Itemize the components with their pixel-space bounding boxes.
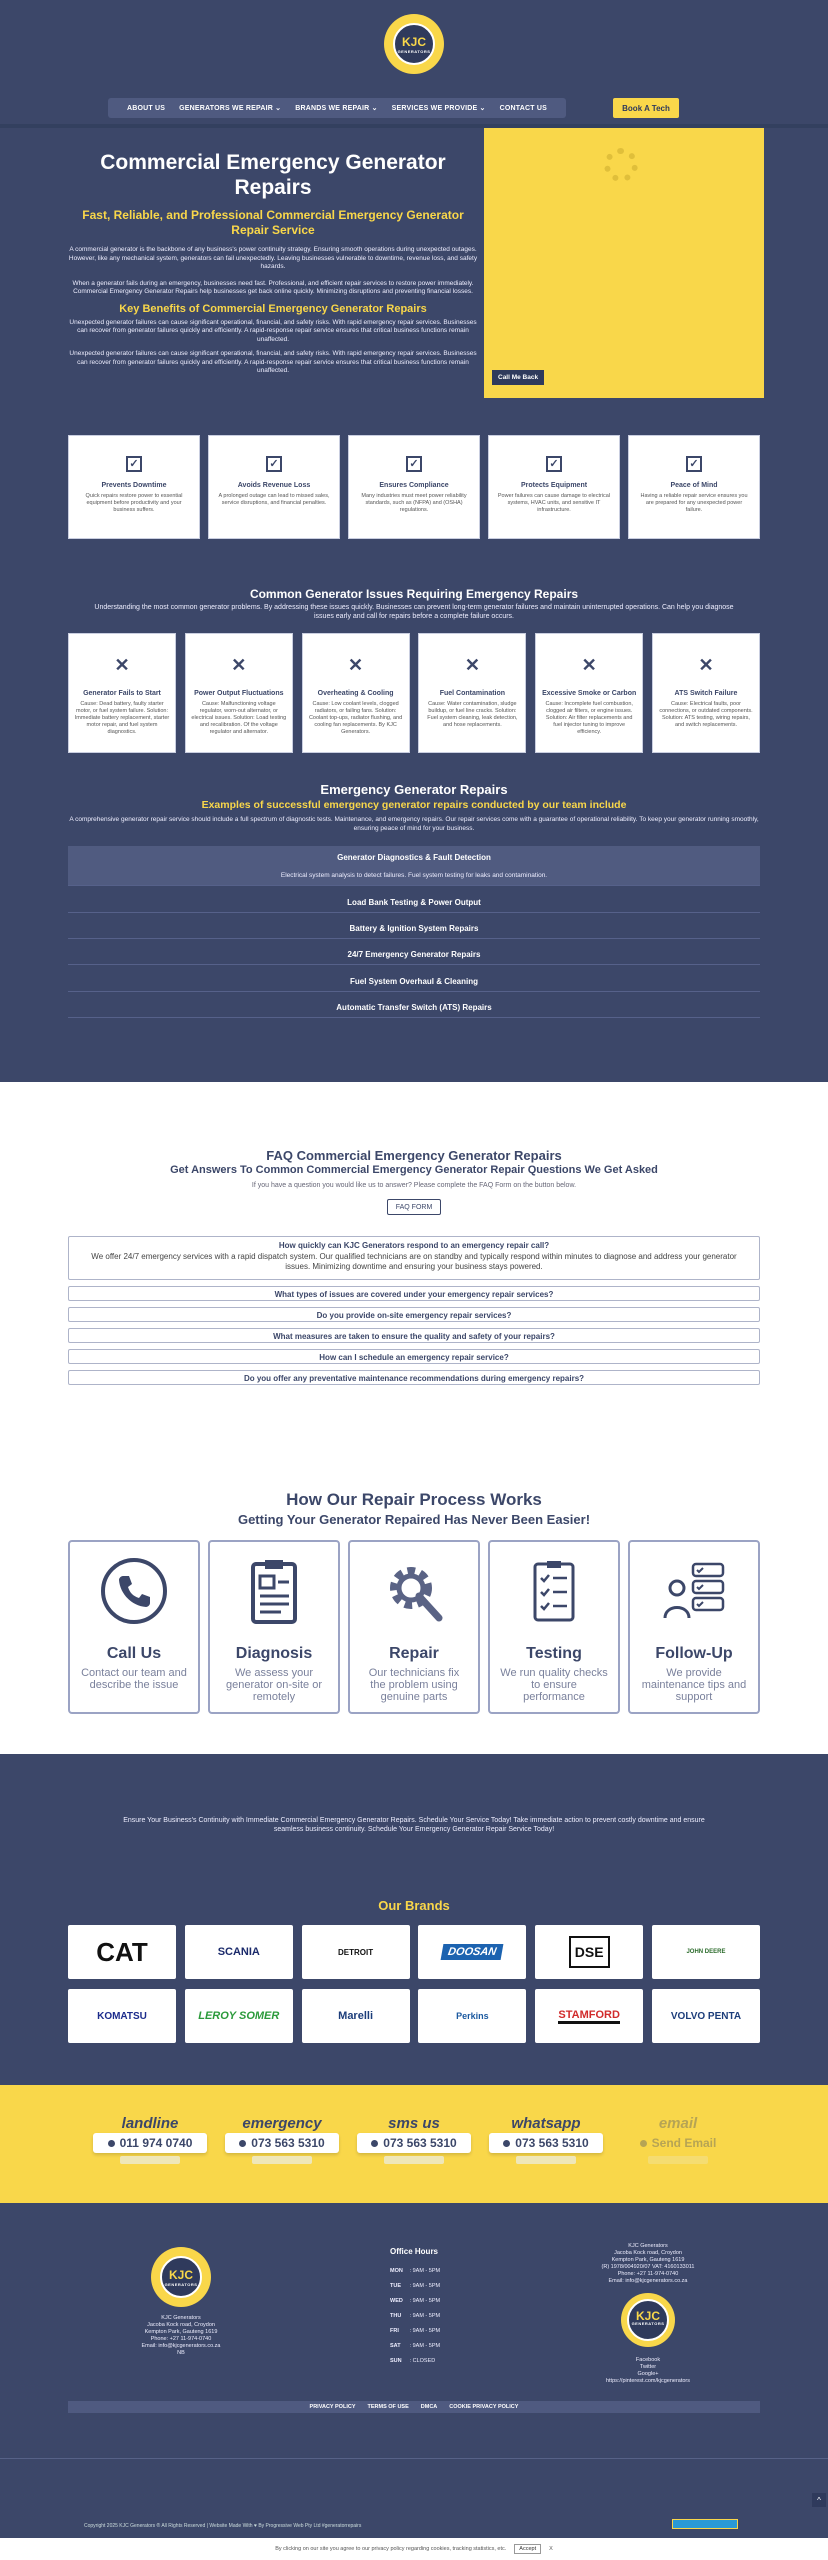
main-nav — [108, 98, 566, 118]
cross-icon: ✕ — [464, 655, 480, 675]
faq-form-button[interactable]: FAQ FORM — [387, 1199, 441, 1215]
faq-item[interactable]: What types of issues are covered under your emergency repair services? — [68, 1286, 760, 1301]
issue-card: ✕ Excessive Smoke or Carbon Cause: Incomplete fuel combustion, clogged air filters, or engine issues. Solution: Air filter replacements and fuel injector tuning to improve efficiency. — [535, 633, 643, 753]
cross-icon: ✕ — [581, 655, 597, 675]
hero-paragraph: Unexpected generator failures can cause significant operational, financial, and safety risks. With rapid emergency repair services. Businesses can recover from generator failures quickly and efficiently. A rapid-response repair service ensures that critical business functions remain unaffected. — [69, 318, 477, 343]
contact-whatsapp[interactable]: whatsapp 073 563 5310 — [487, 2117, 605, 2203]
site-logo[interactable]: KJC GENERATORS — [378, 14, 450, 74]
brand-logo-dse[interactable]: DSE — [535, 1925, 643, 1979]
checkbox-icon: ✓ — [406, 456, 422, 472]
brands-title: Our Brands — [378, 1898, 450, 1913]
process-step-card: Testing We run quality checks to ensure performance — [488, 1540, 620, 1714]
copyright: Copyright 2025 KJC Generators ® All Rights Reserved | Website Made With ♥ By Progressive Web Pty Ltd #generatorrepairs — [84, 2523, 362, 2529]
footer-address: KJC Generators Jacoba Kock road, Croydon Kempton Park, Gauteng 1619 Phone: +27 11-974-0740 Email: info@kjcgenerators.co.za NB — [141, 2315, 221, 2356]
office-hours: Office Hours MON : 9AM - 5PM TUE : 9AM - 5PM WED : 9AM - 5PM THU : 9AM - 5PM FRI : 9AM - 5PM SAT : 9AM - 5PM SUN : CLOSED — [390, 2247, 441, 2364]
process-steps — [68, 1540, 760, 1714]
checkbox-icon: ✓ — [546, 456, 562, 472]
brand-logo-perkins[interactable]: Perkins — [418, 1989, 526, 2043]
faq-subtitle: Get Answers To Common Commercial Emergency Generator Repair Questions We Get Asked — [170, 1164, 658, 1176]
footer-logo[interactable]: KJC GENERATORS — [148, 2247, 214, 2313]
brand-logo-detroit[interactable]: DETROIT — [302, 1925, 410, 1979]
footer-links — [68, 2401, 760, 2413]
privacy-policy-link[interactable]: PRIVACY POLICY — [309, 2404, 356, 2410]
process-step-card: Repair Our technicians fix the problem using genuine parts — [348, 1540, 480, 1714]
hero-section — [0, 128, 828, 418]
accordion-item[interactable]: Load Bank Testing & Power Output — [68, 893, 760, 913]
nav-generators[interactable]: GENERATORS WE REPAIR ⌄ — [179, 105, 282, 112]
process-step-card: Follow-Up We provide maintenance tips and support — [628, 1540, 760, 1714]
faq-item-open[interactable]: How quickly can KJC Generators respond to an emergency repair call? We offer 24/7 emergency services with a rapid dispatch system. Our qualified technicians are on standby and typically respond within minutes to diagnose and address your generator issues. Minimizing downtime and ensuring your business stays powered. — [68, 1236, 760, 1280]
nav-services[interactable]: SERVICES WE PROVIDE ⌄ — [391, 105, 486, 112]
issues-cards — [68, 633, 760, 753]
issue-card: ✕ ATS Switch Failure Cause: Electrical faults, poor connections, or outdated components. Solution: ATS testing, wiring repairs, and switch replacements. — [652, 633, 760, 753]
issues-subtitle: Understanding the most common generator problems. By addressing these issues quickly. Businesses can prevent long-term generator failures and maintain uninterrupted operations. Can help you diagnose issues early and call for repairs before a complete failure occurs. — [94, 604, 734, 620]
process-step-card: Diagnosis We assess your generator on-site or remotely — [208, 1540, 340, 1714]
contact-email[interactable]: email Send Email — [619, 2117, 737, 2203]
faq-text: If you have a question you would like us to answer? Please complete the FAQ Form on the button below. — [251, 1182, 577, 1189]
clipboard-diagnosis-icon — [239, 1556, 309, 1626]
brand-logo-cat[interactable]: CAT — [68, 1925, 176, 1979]
phone-icon — [99, 1556, 169, 1626]
faq-item[interactable]: How can I schedule an emergency repair service? — [68, 1349, 760, 1364]
phone-icon — [239, 2140, 246, 2147]
cookie-text: By clicking on our site you agree to our privacy policy regarding cookies, tracking statistics, etc. — [275, 2546, 507, 2552]
process-step-card: Call Us Contact our team and describe the issue — [68, 1540, 200, 1714]
checklist-icon — [519, 1556, 589, 1626]
book-tech-button[interactable]: Book A Tech — [613, 98, 679, 118]
faq-process-section — [0, 1082, 828, 1754]
issue-card: ✕ Overheating & Cooling Cause: Low coolant levels, clogged radiators, or failing fans. Solution: Coolant top-ups, radiator flushing, and cooling fan replacements. By KJC Generators. — [302, 633, 410, 753]
benefit-card: ✓ Protects Equipment Power failures can cause damage to electrical systems, HVAC units, and sensitive IT infrastructure. — [488, 435, 620, 539]
issue-card: ✕ Generator Fails to Start Cause: Dead battery, faulty starter motor, or fuel system failure. Solution: Immediate battery replacement, starter motor repair, and fuel system diagnostics. — [68, 633, 176, 753]
faq-title: FAQ Commercial Emergency Generator Repairs — [266, 1148, 562, 1163]
nav-about[interactable]: ABOUT US — [126, 104, 166, 112]
site-header — [0, 0, 828, 128]
nav-contact[interactable]: CONTACT US — [499, 104, 547, 112]
footer-contact: KJC Generators Jacoba Kock road, Croydon Kempton Park, Gauteng 1619 (R) 1978/004920/07 VAT: 4160133011 Phone: +27 11-974-0740 Email: info@kjcgenerators.co.za KJC GENERATORS Facebook Twitter Google+ https://pinterest.com/kjcgenerators — [578, 2243, 718, 2385]
benefit-card: ✓ Avoids Revenue Loss A prolonged outage can lead to missed sales, service disruptions, and financial penalties. — [208, 435, 340, 539]
brand-logos — [68, 1925, 760, 2043]
accordion-item[interactable]: Automatic Transfer Switch (ATS) Repairs — [68, 998, 760, 1018]
email-icon — [640, 2140, 647, 2147]
benefit-card: ✓ Prevents Downtime Quick repairs restore power to essential equipment before productivity and your business suffers. — [68, 435, 200, 539]
brand-logo-stamford[interactable]: STAMFORD — [535, 1989, 643, 2043]
callback-form-panel — [484, 128, 764, 398]
hero-text — [68, 150, 478, 376]
brand-logo-volvo-penta[interactable]: VOLVO PENTA — [652, 1989, 760, 2043]
repairs-text: A comprehensive generator repair service should include a full spectrum of diagnostic tests. Maintenance, and emergency repairs. Our repair services come with a guarantee of operational reliability. To keep your generator running smoothly, ensuring peace of mind for your business. — [69, 816, 759, 832]
contact-sms[interactable]: sms us 073 563 5310 — [355, 2117, 473, 2203]
cross-icon: ✕ — [114, 655, 130, 675]
repairs-title: Emergency Generator Repairs — [320, 782, 508, 797]
accordion-item-open[interactable]: Generator Diagnostics & Fault Detection Electrical system analysis to detect failures. Fuel system testing for leaks and contamination. — [68, 846, 760, 886]
issue-card: ✕ Fuel Contamination Cause: Water contamination, sludge buildup, or fuel line cracks. Solution: Fuel system cleaning, leak detection, and hose replacements. — [418, 633, 526, 753]
hero-paragraph: When a generator fails during an emergency, businesses need fast. Professional, and efficient repair services to restore power immediately. Commercial Emergency Generator Repairs help businesses get back online quickly. Minimizing disruptions and preventing financial losses. — [72, 279, 474, 295]
brand-logo-marelli[interactable]: Marelli — [302, 1989, 410, 2043]
call-me-back-button[interactable]: Call Me Back — [492, 370, 544, 385]
accordion-item[interactable]: 24/7 Emergency Generator Repairs — [68, 945, 760, 965]
repairs-subtitle: Examples of successful emergency generator repairs conducted by our team include — [201, 799, 627, 811]
benefit-card: ✓ Peace of Mind Having a reliable repair service ensures you are prepared for any unexpected power failure. — [628, 435, 760, 539]
hero-paragraph: Unexpected generator failures can cause significant operational, financial, and safety risks. With rapid emergency repair services. Businesses can recover from generator failures quickly and efficiently. A rapid-response repair service ensures that critical business functions remain unaffected. — [69, 350, 477, 374]
faq-item[interactable]: What measures are taken to ensure the quality and safety of your repairs? — [68, 1328, 760, 1343]
cross-icon: ✕ — [698, 655, 714, 675]
footer-logo-secondary[interactable]: KJC GENERATORS — [619, 2293, 677, 2351]
cookie-close-button[interactable]: X — [549, 2546, 553, 2552]
cross-icon: ✕ — [231, 655, 247, 675]
dmca-link[interactable]: DMCA — [420, 2404, 438, 2410]
faq-answer: We offer 24/7 emergency services with a rapid dispatch system. Our qualified technicians are on standby and typically respond within minutes to diagnose and address your generator issues. Minimizing downtime and ensuring your business stays powered. — [91, 1252, 737, 1271]
page-title: Commercial Emergency Generator Repairs — [100, 151, 446, 199]
phone-icon — [108, 2140, 115, 2147]
benefits-cards — [68, 435, 760, 539]
hero-subtitle: Fast, Reliable, and Professional Commercial Emergency Generator Repair Service — [82, 208, 464, 237]
checkbox-icon: ✓ — [126, 456, 142, 472]
hero-paragraph: A commercial generator is the backbone of any business's power continuity strategy. Ensuring smooth operations during unexpected outages. However, like any mechanical system, generators can fail unexpectedly. Leaving businesses vulnerable to downtime, revenue loss, and safety hazards. — [68, 246, 478, 270]
terms-link[interactable]: TERMS OF USE — [367, 2404, 409, 2410]
brand-logo-doosan[interactable]: DOOSAN — [418, 1925, 526, 1979]
cookie-accept-button[interactable]: Accept — [514, 2544, 541, 2554]
issues-title: Common Generator Issues Requiring Emergency Repairs — [249, 587, 579, 601]
accordion-item[interactable]: Battery & Ignition System Repairs — [68, 919, 760, 939]
cookie-bar — [0, 2538, 828, 2560]
checkbox-icon: ✓ — [266, 456, 282, 472]
cta-text: Ensure Your Business's Continuity with Immediate Commercial Emergency Generator Repairs. Schedule Your Service Today! Take immediate action to prevent costly downtime and ensure seamless business continuity. Schedule Your Emergency Generator Repair Service Today! — [123, 1817, 705, 1833]
cross-icon: ✕ — [348, 655, 364, 675]
footer-divider — [0, 2458, 828, 2459]
contact-emergency[interactable]: emergency 073 563 5310 — [223, 2117, 341, 2203]
gear-wrench-icon — [379, 1556, 449, 1626]
issue-card: ✕ Power Output Fluctuations Cause: Malfunctioning voltage regulator, worn-out alternator, or electrical issues. Solution: Load testing and recalibration. Of the voltage regulator and alternator. — [185, 633, 293, 753]
cookie-policy-link[interactable]: COOKIE PRIVACY POLICY — [449, 2404, 519, 2410]
contact-band — [0, 2085, 828, 2203]
process-subtitle: Getting Your Generator Repaired Has Never Been Easier! — [237, 1512, 591, 1527]
site-footer — [0, 2203, 828, 2560]
brand-logo-komatsu[interactable]: KOMATSU — [68, 1989, 176, 2043]
benefit-card: ✓ Ensures Compliance Many industries must meet power reliability standards, such as (NFPA) and (OSHA) regulations. — [348, 435, 480, 539]
faq-item[interactable]: Do you provide on-site emergency repair services? — [68, 1307, 760, 1322]
brand-logo-john-deere[interactable]: JOHN DEERE — [652, 1925, 760, 1979]
loading-gear-icon — [604, 148, 638, 182]
process-title: How Our Repair Process Works — [286, 1490, 542, 1509]
nav-brands[interactable]: BRANDS WE REPAIR ⌄ — [295, 105, 378, 112]
brand-logo-leroy-somer[interactable]: LEROY SOMER — [185, 1989, 293, 2043]
footer-badge[interactable] — [672, 2519, 738, 2529]
accordion-item[interactable]: Fuel System Overhaul & Cleaning — [68, 972, 760, 992]
brand-logo-scania[interactable]: SCANIA — [185, 1925, 293, 1979]
contact-landline[interactable]: landline 011 974 0740 — [91, 2117, 209, 2203]
user-checklist-icon — [659, 1556, 729, 1626]
faq-item[interactable]: Do you offer any preventative maintenance recommendations during emergency repairs? — [68, 1370, 760, 1385]
whatsapp-icon — [503, 2140, 510, 2147]
checkbox-icon: ✓ — [686, 456, 702, 472]
scroll-top-button[interactable]: ^ — [812, 2493, 826, 2507]
sms-icon — [371, 2140, 378, 2147]
social-links[interactable]: Facebook Twitter Google+ https://pinterest.com/kjcgenerators — [605, 2357, 691, 2384]
hero-heading: Key Benefits of Commercial Emergency Generator Repairs — [119, 302, 427, 315]
